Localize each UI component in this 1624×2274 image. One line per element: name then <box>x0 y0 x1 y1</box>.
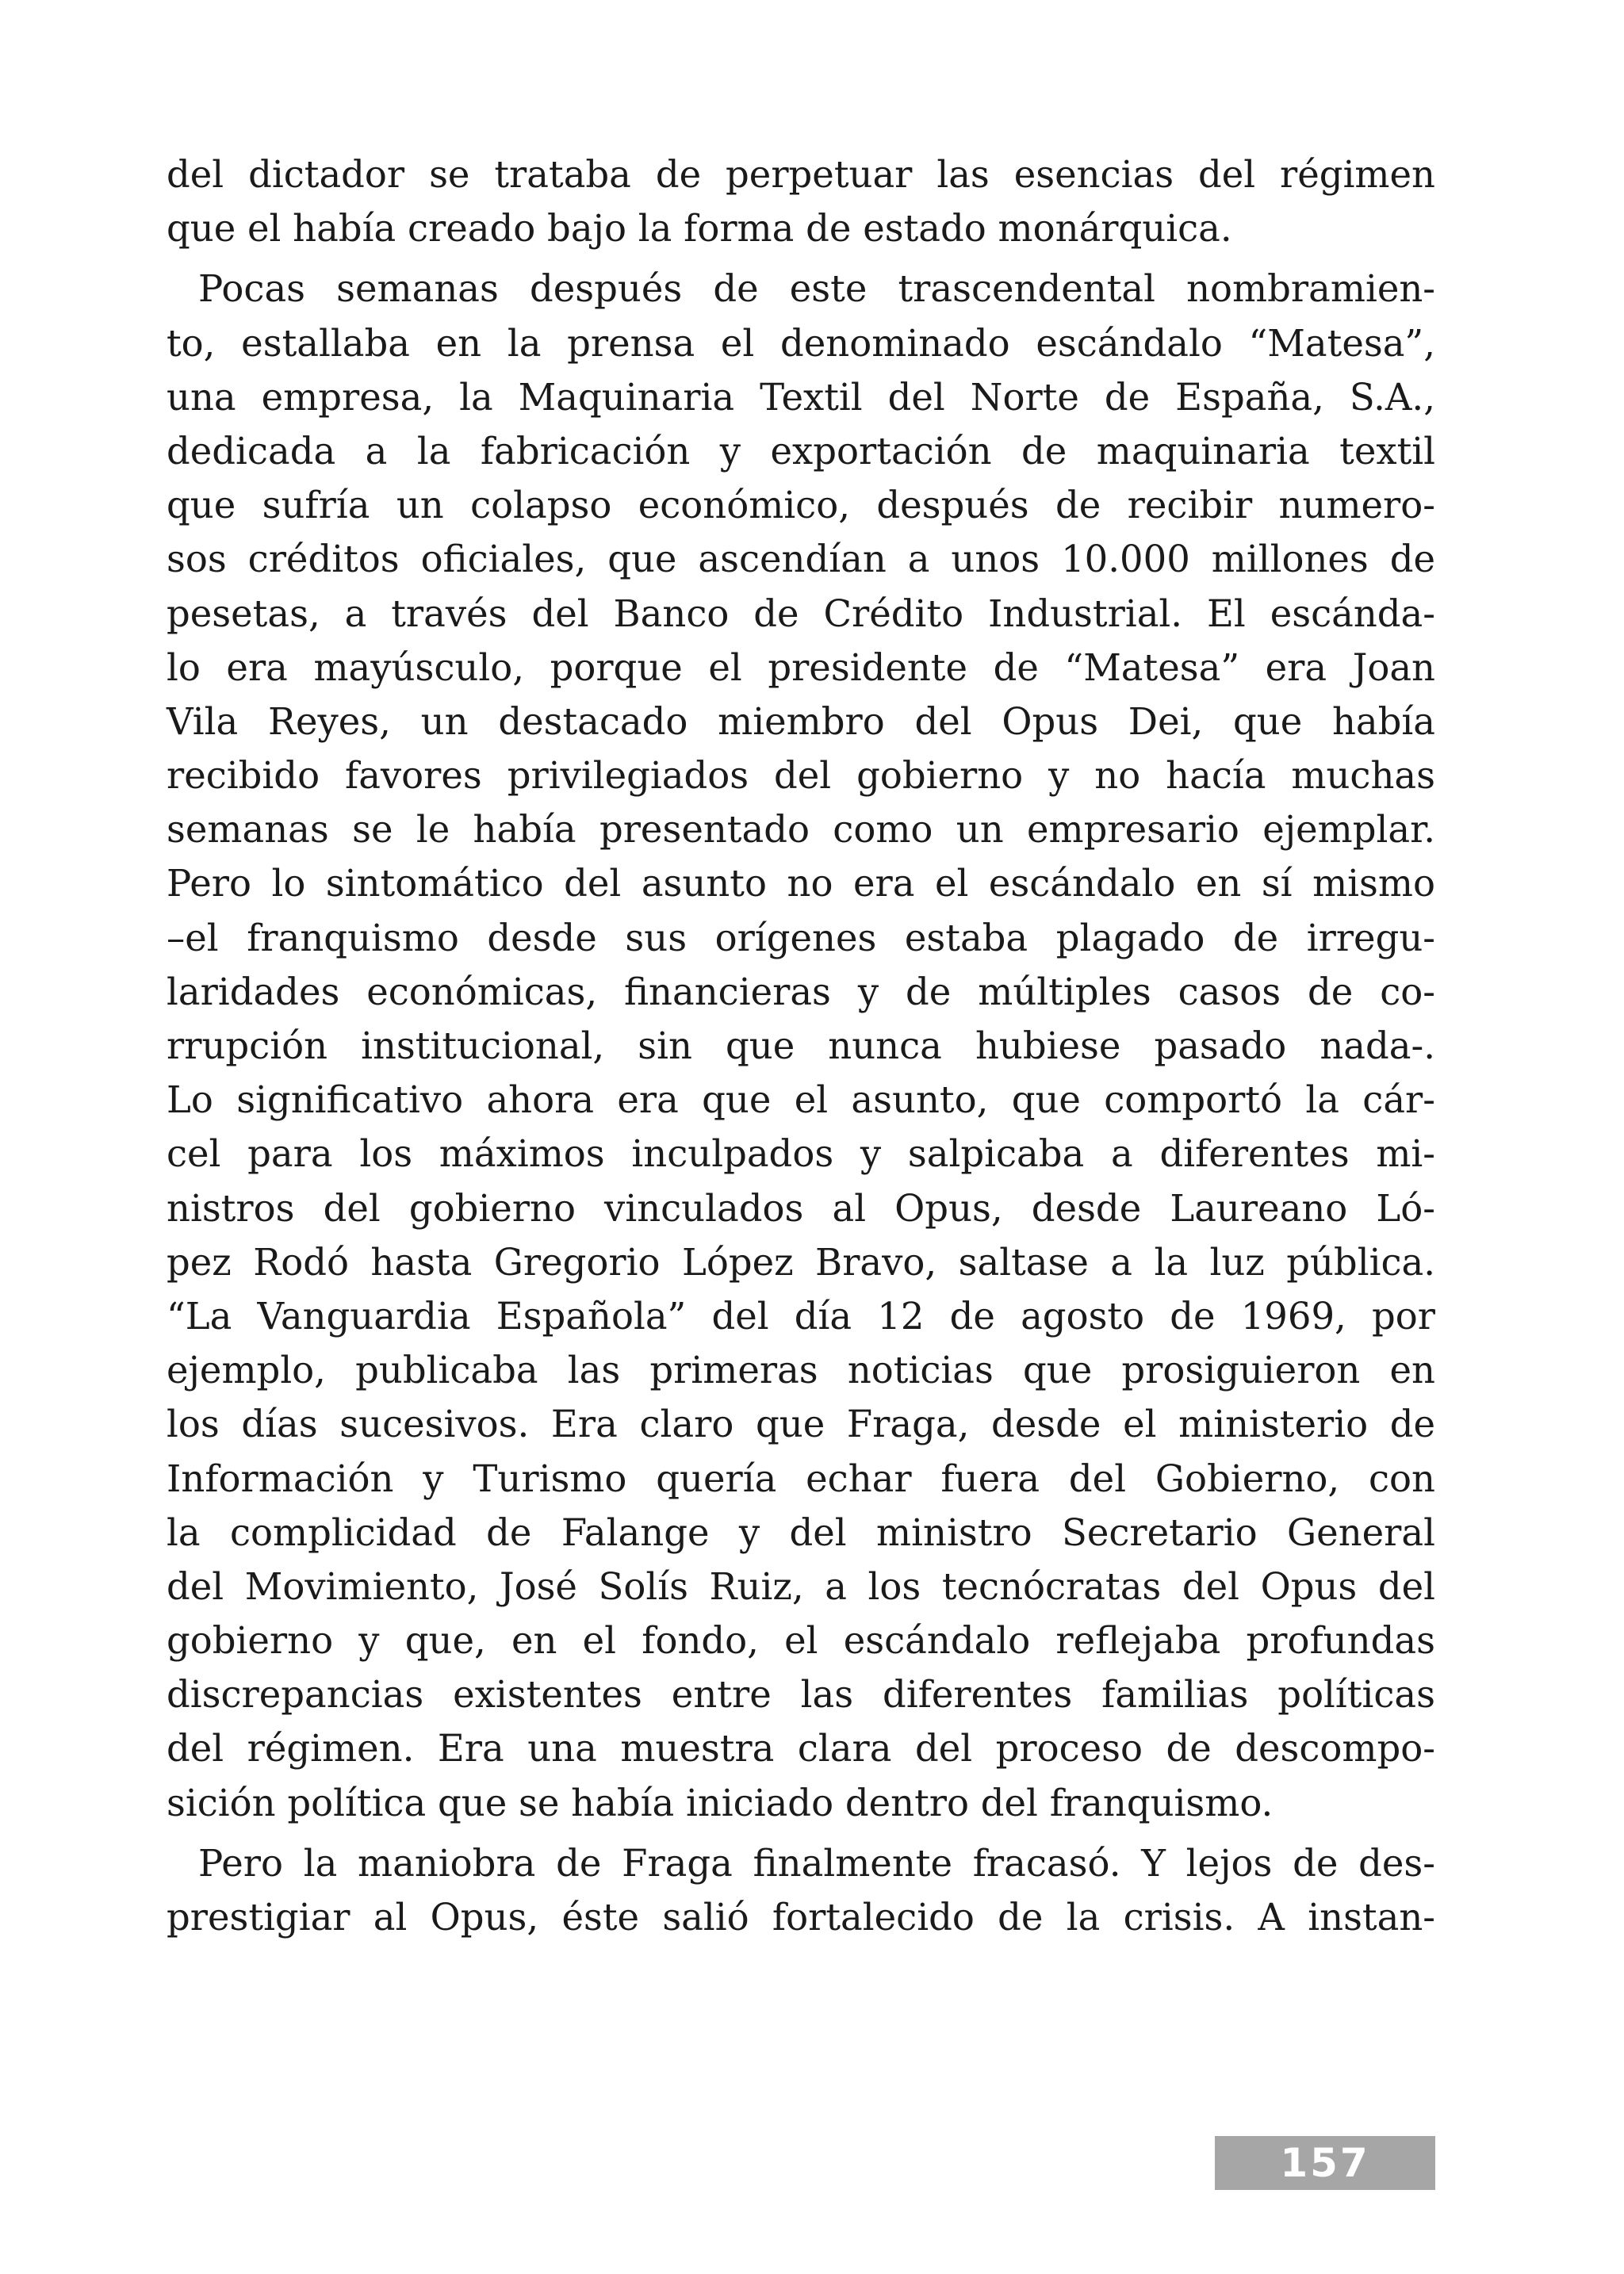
text-line: pesetas, a través del Banco de Crédito Industrial. El escánda- <box>167 591 1435 635</box>
text-line: cel para los máximos inculpados y salpicaba a diferentes mi- <box>167 1132 1435 1176</box>
body-text <box>167 147 1435 1944</box>
text-line: nistros del gobierno vinculados al Opus, desde Laureano Ló- <box>167 1186 1435 1230</box>
text-line: dedicada a la fabricación y exportación de maquinaria textil <box>167 429 1435 473</box>
text-line: que el había creado bajo la forma de estado monárquica. <box>167 207 1232 251</box>
text-line: discrepancias existentes entre las diferentes familias políticas <box>167 1673 1435 1717</box>
text-line: una empresa, la Maquinaria Textil del Norte de España, S.A., <box>167 375 1435 419</box>
text-line: del régimen. Era una muestra clara del proceso de descompo- <box>167 1727 1435 1771</box>
text-line: –el franquismo desde sus orígenes estaba plagado de irregu- <box>167 916 1435 959</box>
text-line: la complicidad de Falange y del ministro Secretario General <box>167 1510 1435 1554</box>
text-line: rrupción institucional, sin que nunca hubiese pasado nada-. <box>167 1024 1435 1067</box>
text-line: del Movimiento, José Solís Ruiz, a los tecnócratas del Opus del <box>167 1564 1435 1608</box>
text-line: Lo significativo ahora era que el asunto, que comportó la cár- <box>167 1078 1435 1122</box>
text-line: to, estallaba en la prensa el denominado escándalo “Matesa”, <box>167 321 1435 365</box>
text-line: “La Vanguardia Española” del día 12 de agosto de 1969, por <box>167 1294 1435 1338</box>
text-line: sos créditos oficiales, que ascendían a unos 10.000 millones de <box>167 538 1435 581</box>
text-line: los días sucesivos. Era claro que Fraga, desde el ministerio de <box>167 1403 1435 1446</box>
text-line: Vila Reyes, un destacado miembro del Opus Dei, que había <box>167 699 1435 743</box>
text-line: lo era mayúsculo, porque el presidente de “Matesa” era Joan <box>167 645 1435 689</box>
text-line: Pocas semanas después de este trascendental nombramien- <box>198 267 1435 311</box>
text-line: semanas se le había presentado como un empresario ejemplar. <box>167 808 1435 852</box>
text-line: Pero la maniobra de Fraga finalmente fracasó. Y lejos de des- <box>198 1841 1435 1885</box>
text-line: que sufría un colapso económico, después de recibir numero- <box>167 484 1435 527</box>
text-line: sición política que se había iniciado dentro del franquismo. <box>167 1781 1274 1824</box>
text-line: gobierno y que, en el fondo, el escándalo reflejaba profundas <box>167 1619 1435 1663</box>
text-line: Pero lo sintomático del asunto no era el escándalo en sí mismo <box>167 862 1435 905</box>
page-number-badge <box>1215 2136 1435 2190</box>
text-line: ejemplo, publicaba las primeras noticias que prosiguieron en <box>167 1349 1435 1392</box>
text-line: prestigiar al Opus, éste salió fortalecido de la crisis. A instan- <box>167 1896 1435 1939</box>
text-line: Información y Turismo quería echar fuera del Gobierno, con <box>167 1457 1435 1500</box>
paragraph-gap <box>167 255 1435 262</box>
text-line: pez Rodó hasta Gregorio López Bravo, saltase a la luz pública. <box>167 1240 1435 1284</box>
text-line: laridades económicas, financieras y de múltiples casos de co- <box>167 970 1435 1013</box>
page-number: 157 <box>1280 2140 1370 2186</box>
text-line: del dictador se trataba de perpetuar las esencias del régimen <box>167 153 1435 196</box>
paragraph-gap <box>167 1830 1435 1836</box>
text-line: recibido favores privilegiados del gobierno y no hacía muchas <box>167 754 1435 798</box>
